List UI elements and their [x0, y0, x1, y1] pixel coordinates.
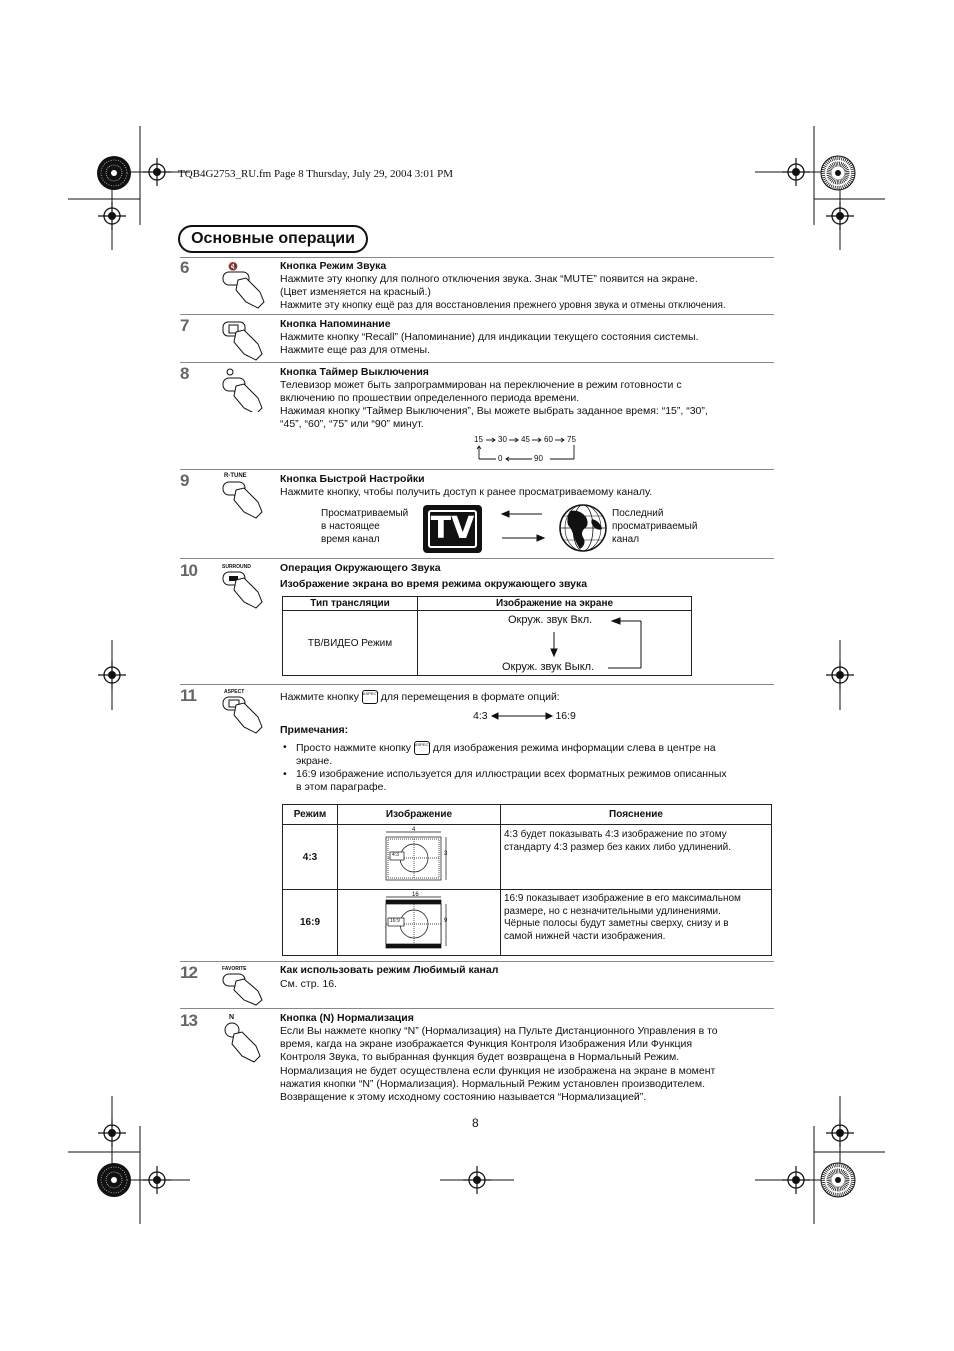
mute-button-icon [218, 258, 268, 310]
table-cell-mode: 4:3 [283, 825, 338, 890]
section-title: Кнопка Таймер Выключения [280, 366, 429, 378]
timer-value: 15 [474, 435, 483, 444]
timer-value: 75 [567, 435, 576, 444]
surround-icon-label: SURROUND [222, 564, 251, 570]
section-divider [180, 961, 774, 962]
rtune-icon-label: R-TUNE [224, 473, 247, 479]
section-number: 11 [180, 686, 196, 705]
explanation-line: размере, но с незначительными удлинениями. [504, 905, 721, 917]
surround-toggle-arrows [418, 611, 690, 676]
section-text: Если Вы нажмете кнопку “N” (Нормализация) на Пульте Дистанционного Управления в то [280, 1025, 718, 1037]
section-divider [180, 469, 774, 470]
section-title: Операция Окружающего Звука [280, 562, 441, 574]
section-title: Кнопка (N) Нормализация [280, 1012, 414, 1024]
aspect-inline-icon: ASPECT [414, 741, 430, 755]
section-number: 13 [180, 1011, 197, 1030]
favorite-icon-label: FAVORITE [222, 966, 247, 972]
section-number: 12 [180, 963, 197, 982]
section-divider [180, 362, 774, 363]
aspect-169-illustration [338, 890, 500, 956]
page-number: 8 [472, 1116, 479, 1130]
section-number: 9 [180, 471, 189, 490]
dim-width: 16 [412, 892, 419, 898]
explanation-line: Чёрные полосы будут заметны сверху, снизу и в [504, 918, 729, 930]
explanation-line: стандарту 4:3 размер без каких либо удлинений. [504, 841, 731, 853]
dim-width: 4 [412, 827, 416, 833]
section-text: Нажмите кнопку “Recall” (Напоминание) для индикации текущего состояния системы. [280, 331, 699, 343]
section-divider [180, 314, 774, 315]
note-text: в этом параграфе. [296, 781, 387, 793]
section-title: Кнопка Быстрой Настройки [280, 473, 425, 485]
section-number: 6 [180, 258, 189, 277]
table-header: Изображение [338, 805, 501, 825]
last-channel-label: канал [612, 534, 640, 545]
section-text: время, кагда на экране изображается Функция Контроля Изображения Или Функция [280, 1038, 693, 1050]
surround-off-label: Окруж. звук Выкл. [502, 661, 595, 673]
section-text: Телевизор может быть запрограммирован на переключение в режим готовности с [280, 379, 682, 391]
section-text: (Цвет изменяется на красный.) [280, 286, 431, 298]
section-divider [180, 257, 774, 258]
section-title: Как использовать режим Любимый канал [280, 964, 499, 976]
explanation-line: 4:3 будет показывать 4:3 изображение по этому [504, 829, 727, 840]
section-subtitle: Изображение экрана во время режима окружающего звука [280, 578, 588, 590]
aspect-button-icon [218, 695, 268, 737]
svg-text:🔇: 🔇 [228, 262, 238, 271]
table-cell-mode: 16:9 [283, 890, 338, 956]
section-text: “45”, “60”, “75” или “90” минут. [280, 418, 424, 430]
section-number: 8 [180, 364, 189, 383]
timer-value: 60 [544, 435, 553, 444]
section-text: См. стр. 16. [280, 978, 337, 990]
note-part: Просто нажмите кнопку [296, 741, 411, 754]
timer-value: 45 [521, 435, 530, 444]
aspect-table [282, 804, 772, 956]
favorite-button-icon [218, 972, 268, 1008]
section-title: Кнопка Режим Звука [280, 260, 387, 272]
section-text: Возвращение к этому исходному состоянию называется “Нормализацией”. [280, 1091, 647, 1103]
section-divider [180, 1008, 774, 1009]
surround-diagram-cell [418, 611, 692, 676]
aspect-image-cell [338, 825, 501, 890]
explanation-line: 16:9 показывает изображение в его максимальном [504, 893, 741, 904]
table-header: Режим [283, 805, 338, 825]
table-header: Тип трансляции [283, 597, 418, 611]
aspect-image-cell [338, 890, 501, 956]
surround-button-icon [218, 570, 268, 612]
normalize-button-icon [218, 1022, 268, 1064]
note-text: 16:9 изображение используется для иллюстрации всех форматных режимов описанных [296, 768, 727, 780]
explanation-line: самой нижней части изображения. [504, 930, 666, 942]
aspect-line-start: Нажмите кнопку [280, 690, 359, 703]
current-channel-label: в настоящее [321, 521, 380, 532]
section-text: Нажмите эту кнопку для полного отключения звука. Знак “MUTE” появится на экране. [280, 273, 698, 285]
section-text: Нажмите еще раз для отмены. [280, 344, 430, 356]
section-number: 10 [180, 561, 197, 580]
surround-table [282, 596, 692, 676]
recall-button-icon [218, 316, 268, 364]
table-header: Изображение на экране [418, 597, 692, 611]
file-header-line: TQB4G2753_RU.fm Page 8 Thursday, July 29, 2004 3:01 PM [178, 168, 453, 180]
section-text [280, 690, 560, 704]
timer-value: 90 [534, 454, 543, 463]
timer-value: 30 [498, 435, 507, 444]
off-timer-button-icon [218, 364, 268, 412]
aspect-tag: 4:3 [392, 852, 399, 858]
section-text: Нажмите кнопку, чтобы получить доступ к ранее просматриваемому каналу. [280, 486, 653, 498]
rtune-button-icon [218, 480, 268, 522]
aspect-43-illustration [338, 825, 500, 890]
note-part: для изображения режима информации слева в центре на [432, 741, 716, 754]
page-title: Основные операции [178, 225, 368, 253]
section-text: Контроля Звука, то выбранная функция будет возвращена в Нормальный Режим. [280, 1051, 680, 1063]
section-title: Кнопка Напоминание [280, 318, 391, 330]
surround-on-label: Окруж. звук Вкл. [508, 614, 593, 626]
section-number: 7 [180, 316, 189, 335]
dim-height: 9 [444, 918, 448, 924]
table-cell: ТВ/ВИДЕО Режим [283, 611, 418, 676]
bullet-dot: • [283, 741, 287, 753]
section-text: включению по прошествии определенного периода времени. [280, 392, 580, 404]
current-channel-label: Просматриваемый [321, 508, 409, 519]
current-channel-label: время канал [321, 534, 380, 545]
format-toggle [473, 710, 576, 722]
dim-height: 3 [444, 851, 448, 857]
tv-screen-text: TV [428, 510, 477, 548]
bullet-dot: • [283, 768, 287, 780]
table-header: Пояснение [501, 805, 772, 825]
section-divider [180, 684, 774, 685]
notes-title: Примечания: [280, 724, 349, 736]
globe-icon [558, 503, 608, 553]
format-left: 4:3 [473, 710, 488, 722]
format-right: 16:9 [555, 710, 576, 722]
table-cell-text [501, 890, 772, 956]
section-text: Нажимая кнопку “Таймер Выключения”, Вы можете выбрать заданное время: “15”, “30”, [280, 405, 708, 417]
section-divider [180, 558, 774, 559]
n-icon-label: N [229, 1014, 235, 1021]
last-channel-label: просматриваемый [612, 521, 698, 532]
note-text [296, 741, 716, 755]
double-arrow-icon [491, 711, 553, 721]
last-channel-label: Последний [612, 508, 664, 519]
timer-cycle-diagram [470, 432, 580, 466]
table-cell-text [501, 825, 772, 890]
timer-value: 0 [498, 454, 503, 463]
section-text: нажатия кнопки “N” (Нормализация). Нормальный Режим установлен производителем. [280, 1078, 705, 1090]
aspect-icon-label: ASPECT [224, 689, 245, 695]
aspect-inline-icon: ASPECT [362, 690, 378, 704]
tv-screen-icon [423, 505, 482, 553]
aspect-tag: 16:9 [390, 918, 400, 924]
section-text: Нажмите эту кнопку ещё раз для восстановления прежнего уровня звука и отмены отключения. [280, 300, 726, 311]
note-text: экране. [296, 755, 333, 767]
aspect-line-end: для перемещения в формате опций: [380, 690, 560, 703]
swap-arrows-icon [498, 505, 548, 545]
section-text: Нормализация не будет осуществлена если функция не изображена на экране в момент [280, 1065, 716, 1077]
